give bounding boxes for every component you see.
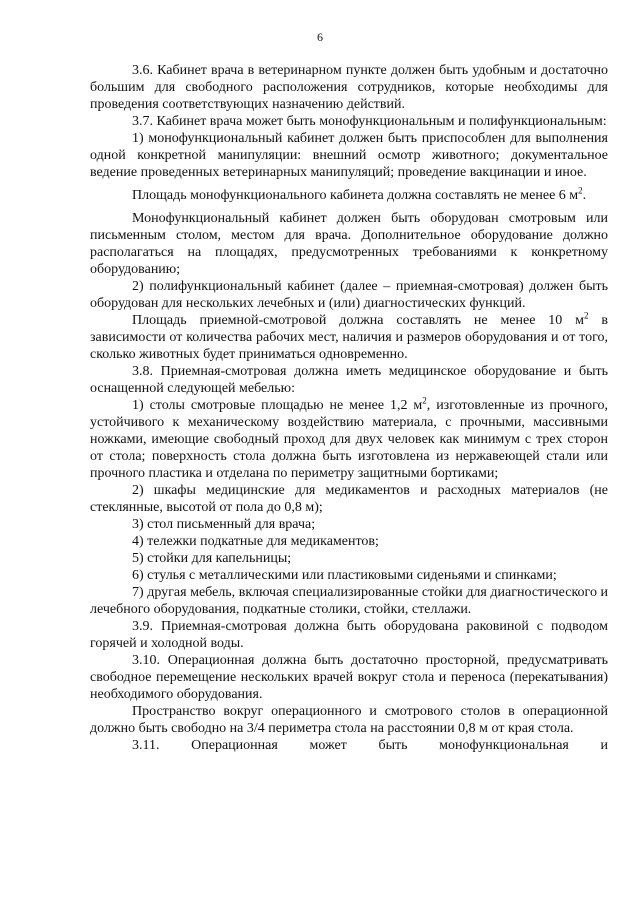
document-body [90, 62, 608, 754]
paragraph: Пространство вокруг операционного и смотрового столов в операционной должно быть свободно на 3/4 периметра стола на расстоянии 0,8 м от края стола. [90, 704, 608, 736]
paragraph: 7) другая мебель, включая специализированные стойки для диагностического и лечебного оборудования, подкатные столики, стойки, стеллажи. [90, 585, 608, 617]
paragraph: 6) стулья с металлическими или пластиковыми сиденьями и спинками; [132, 568, 557, 583]
paragraph: Монофункциональный кабинет должен быть оборудован смотровым или письменным столом, местом для врача. Дополнительное оборудование должно располагаться на площадях, предусмотренных требованиями к конкретному оборудованию; [90, 211, 608, 277]
paragraph: Площадь приемной-смотровой должна составлять не менее 10 $м^2$ в зависимости от количества рабочих мест, наличия и размеров оборудования и от того, сколько животных будет приниматься одновременно. [90, 310, 608, 362]
paragraph: 3.7. Кабинет врача может быть монофункциональным и полифункциональным: [132, 114, 607, 129]
paragraph: 1) столы смотровые площадью не менее 1,2 $м^2$, изготовленные из прочного, устойчивого к механическому воздействию материала, с прочными, массивными ножками, имеющие свободный проход для двух человек как минимум с трех сторон от стола; поверхность стола должна быть изготовлена из нержавеющей стали или прочного пластика и отделана по периметру защитными бортиками; [90, 395, 608, 481]
paragraph: 3) стол письменный для врача; [132, 517, 316, 532]
page-number: 6 [317, 30, 323, 44]
paragraph: 3.10. Операционная должна быть достаточно просторной, предусматривать свободное перемещение нескольких врачей вокруг стола и переноса (перекатывания) необходимого оборудования. [90, 653, 608, 702]
paragraph: 3.9. Приемная-смотровая должна быть оборудована раковиной с подводом горячей и холодной воды. [90, 619, 608, 651]
paragraph: Площадь монофункционального кабинета должна составлять не менее 6 $м^2$. [132, 185, 587, 203]
paragraph: 5) стойки для капельницы; [132, 551, 292, 566]
paragraph: 2) шкафы медицинские для медикаментов и расходных материалов (не стеклянные, высотой от пола до 0,8 м); [90, 483, 608, 515]
paragraph: 3.6. Кабинет врача в ветеринарном пункте должен быть удобным и достаточно большим для свободного расположения сотрудников, которые необходимы для проведения соответствующих назначению действий. [90, 63, 608, 112]
paragraph: 2) полифункциональный кабинет (далее – приемная-смотровая) должен быть оборудован для нескольких лечебных и (или) диагностических функций. [90, 279, 608, 311]
paragraph: 3.8. Приемная-смотровая должна иметь медицинское оборудование и быть оснащенной следующей мебелью: [90, 364, 608, 396]
paragraph: 1) монофункциональный кабинет должен быть приспособлен для выполнения одной конкретной манипуляции: внешний осмотр животного; документальное ведение проведенных ветеринарных манипуляций; проведение вакцинации и иное. [90, 131, 608, 180]
paragraph: 3.11. Операционная может быть монофункциональная и [132, 738, 608, 753]
paragraph: 4) тележки подкатные для медикаментов; [132, 534, 379, 549]
